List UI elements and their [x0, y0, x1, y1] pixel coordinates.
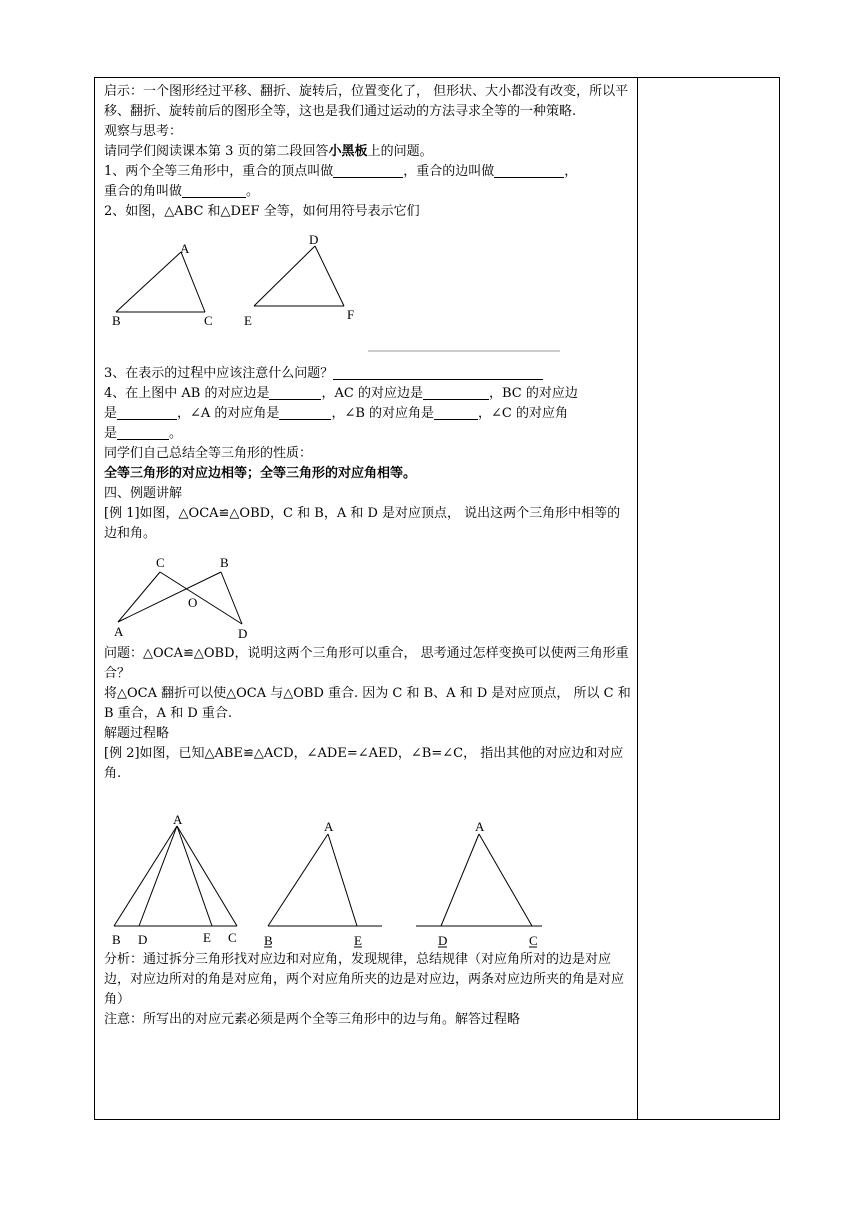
- section-heading: 四、例题讲解: [104, 486, 183, 501]
- answer-blank: [269, 385, 321, 400]
- label-f: F: [347, 307, 355, 322]
- example-2: [例 2]如图，已知△ABE≌△ACD，∠ADE=∠AED，∠B=∠C， 指出其他的对应边和对应角.: [104, 746, 624, 781]
- label-d: D: [238, 626, 248, 641]
- q4-text-e: ，∠A 的对应角是: [177, 406, 280, 421]
- segment-ed: [254, 246, 315, 306]
- label-b: B: [112, 313, 121, 328]
- q3-text: 3、在表示的过程中应该注意什么问题？: [104, 366, 334, 381]
- q4-text-b: ，AC 的对应边是: [321, 386, 423, 401]
- answer-text: 将△OCA 翻折可以使△OCA 与△OBD 重合. 因为 C 和 B、A 和 D 是对应顶点， 所以 C 和 B 重合，A 和 D 重合.: [104, 686, 631, 721]
- q4-text-h: 是: [104, 426, 118, 441]
- label-b: B: [220, 555, 229, 570]
- label-e: E: [354, 933, 362, 948]
- q4-text-f: ，∠B 的对应角是: [331, 406, 435, 421]
- label-a: A: [180, 241, 190, 256]
- label-c: C: [156, 555, 165, 570]
- note-text: 注意：所写出的对应元素必须是两个全等三角形中的边与角。解答过程略: [104, 1012, 521, 1027]
- q1-text-a: 1、两个全等三角形中，重合的顶点叫做: [104, 164, 334, 179]
- analysis-text: 分析：通过拆分三角形找对应边和对应角，发现规律，总结规律（对应角所对的边是对应边，对应边所对的角是对应角，两个对应角所夹的边是对应边，两条对应边所夹的角是对应角）: [104, 952, 625, 1007]
- label-e: E: [203, 930, 211, 945]
- figure-abc-def: [104, 222, 632, 364]
- question-1-cont: [104, 182, 632, 202]
- question-2: 2、如图，△ABC 和△DEF 全等，如何用符号表示它们: [104, 204, 420, 219]
- segment-ab: [118, 572, 221, 622]
- segment-df: [315, 246, 344, 306]
- label-c: C: [204, 313, 213, 328]
- segment-ad: [139, 826, 177, 926]
- blackboard-text: 小黑板: [328, 144, 368, 159]
- summary-intro: 同学们自己总结全等三角形的性质：: [104, 446, 313, 461]
- segment-ad: [441, 834, 479, 926]
- hint-paragraph: 启示：一个图形经过平移、翻折、旋转后，位置变化了， 但形状、大小都没有改变，所以平移、翻折、旋转前后的图形全等，这也是我们通过运动的方法寻求全等的一种策略.: [104, 84, 629, 119]
- segment-cd: [160, 572, 242, 624]
- answer-blank: [333, 365, 543, 380]
- example-1: [例 1]如图，△OCA≌△OBD，C 和 B，A 和 D 是对应顶点， 说出这两个三角形中相等的边和角。: [104, 506, 621, 541]
- read-task-end: 上的问题。: [367, 144, 433, 159]
- read-task: [104, 142, 632, 162]
- question-4-line3: [104, 424, 632, 444]
- segment-bd: [221, 572, 242, 624]
- figure-oca-obd: [104, 544, 632, 644]
- label-b: B: [112, 932, 121, 947]
- question-1: [104, 162, 632, 182]
- q4-text-c: ，BC 的对应边: [488, 386, 578, 401]
- segment-ab: [114, 826, 177, 926]
- main-content-cell: [104, 82, 632, 1030]
- label-d: D: [438, 933, 448, 948]
- label-a: A: [475, 819, 485, 834]
- label-d: D: [138, 932, 148, 947]
- column-divider-1: [637, 78, 638, 1119]
- label-c: C: [228, 930, 237, 945]
- question-4-line1: [104, 384, 632, 404]
- solution-omitted: 解题过程略: [104, 726, 170, 741]
- question-4-line2: [104, 404, 632, 424]
- segment-ac: [479, 834, 532, 926]
- q1-text-c: ，: [564, 164, 578, 179]
- q1-text-d: 重合的角叫做: [104, 184, 183, 199]
- segment-ac: [181, 252, 205, 312]
- question-3: [104, 364, 632, 384]
- answer-blank: [423, 385, 489, 400]
- summary-property: [104, 464, 632, 484]
- label-a: A: [324, 819, 334, 834]
- q4-text-i: 。: [169, 426, 183, 441]
- answer-blank: [182, 183, 246, 198]
- column-divider-2: [779, 78, 780, 1119]
- segment-ab: [268, 834, 328, 926]
- segment-ae: [328, 834, 357, 926]
- q4-text-d: 是: [104, 406, 118, 421]
- answer-blank: [279, 405, 331, 420]
- observe-title: 观察与思考：: [104, 124, 183, 139]
- answer-blank: [333, 163, 403, 178]
- figure-abe-acd: [104, 784, 632, 950]
- answer-blank: [117, 405, 177, 420]
- answer-blank: [434, 405, 478, 420]
- q1-text-e: 。: [246, 184, 260, 199]
- segment-ba: [116, 252, 181, 312]
- q4-text-a: 4、在上图中 AB 的对应边是: [104, 386, 270, 401]
- summary-bold-text: 全等三角形的对应边相等；全等三角形的对应角相等。: [104, 466, 417, 481]
- read-task-text: 请同学们阅读课本第 3 页的第二段回答: [104, 144, 329, 159]
- problem-text: 问题：△OCA≌△OBD，说明这两个三角形可以重合， 思考通过怎样变换可以使两三角形重合？: [104, 646, 629, 681]
- answer-blank: [494, 163, 564, 178]
- label-a: A: [114, 624, 124, 639]
- label-b: B: [264, 933, 273, 948]
- label-a: A: [173, 812, 183, 827]
- q1-text-b: ，重合的边叫做: [403, 164, 495, 179]
- label-o: O: [188, 595, 198, 610]
- label-c: C: [529, 933, 538, 948]
- segment-ac: [118, 572, 160, 622]
- label-e: E: [244, 313, 252, 328]
- label-d: D: [309, 232, 319, 247]
- q4-text-g: ，∠C 的对应角: [478, 406, 569, 421]
- answer-blank: [117, 425, 169, 440]
